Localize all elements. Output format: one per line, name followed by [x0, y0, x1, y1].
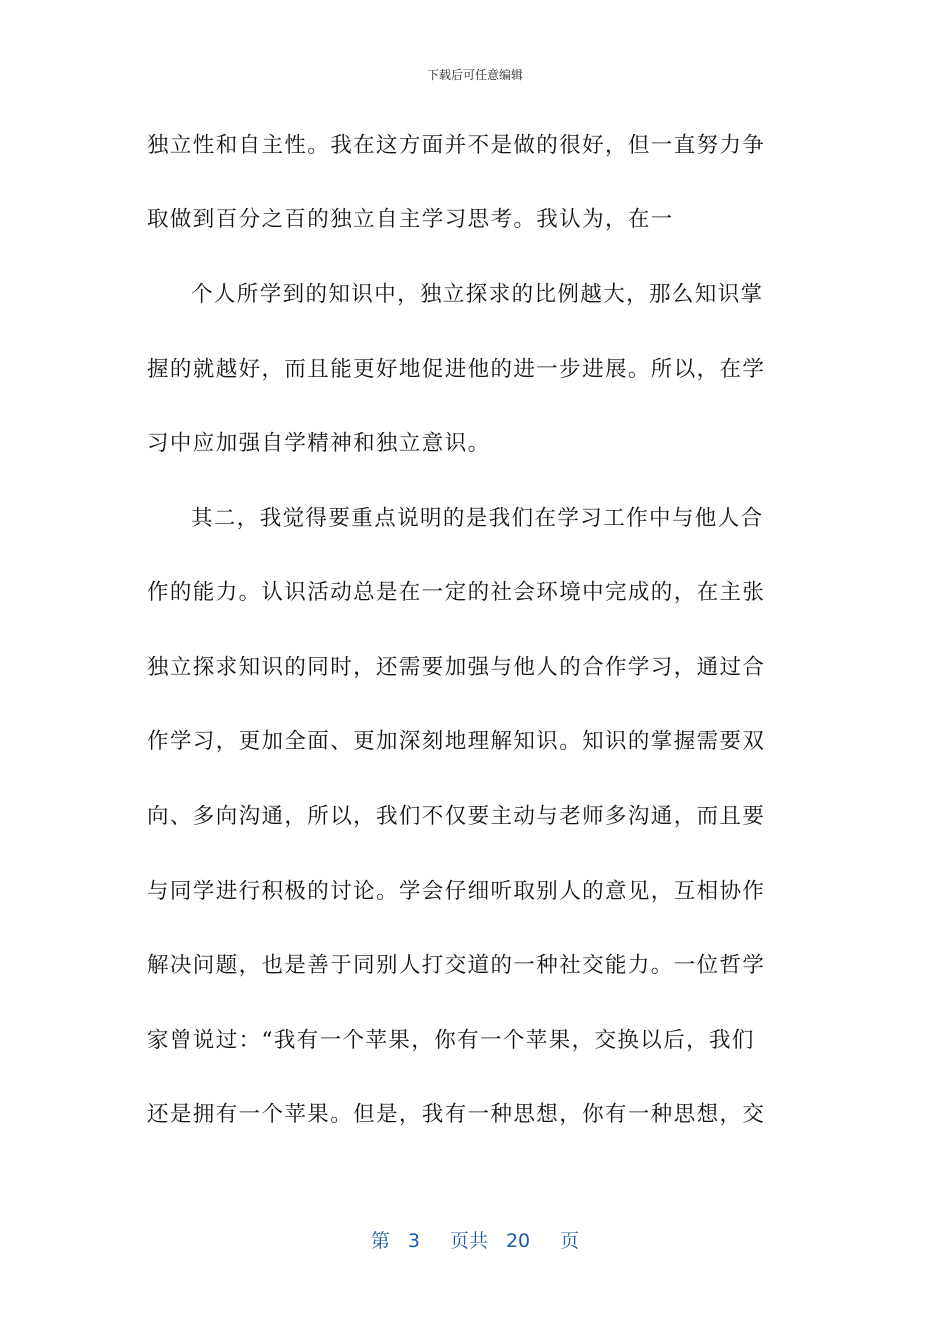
- text-line: 个人所学到的知识中，独立探求的比例越大，那么知识掌: [191, 282, 764, 307]
- page-footer: [0, 1226, 950, 1253]
- text-line: 与同学进行积极的讨论。学会仔细听取别人的意见，互相协作: [147, 879, 766, 904]
- text-line: 作学习，更加全面、更加深刻地理解知识。知识的掌握需要双: [147, 729, 766, 754]
- text-line: 作的能力。认识活动总是在一定的社会环境中完成的，在主张: [147, 580, 766, 605]
- text-line: 取做到百分之百的独立自主学习思考。我认为，在一: [147, 207, 674, 232]
- text-line: 握的就越好，而且能更好地促进他的进一步进展。所以，在学: [147, 357, 766, 382]
- text-line: 还是拥有一个苹果。但是，我有一种思想，你有一种思想，交: [147, 1102, 766, 1127]
- text-line: 其二，我觉得要重点说明的是我们在学习工作中与他人合: [191, 506, 764, 531]
- footer-prefix: 第: [370, 1230, 390, 1252]
- footer-middle: 页共: [449, 1230, 488, 1252]
- total-page-count: 20: [505, 1230, 531, 1252]
- header-note: 下载后可任意编辑: [426, 68, 523, 82]
- text-line: 习中应加强自学精神和独立意识。: [147, 431, 491, 456]
- current-page-number: 3: [407, 1230, 420, 1252]
- text-line: 解决问题，也是善于同别人打交道的一种社交能力。一位哲学: [147, 953, 766, 978]
- text-line: 家曾说过：“我有一个苹果，你有一个苹果，交换以后，我们: [147, 1028, 755, 1053]
- footer-suffix: 页: [560, 1230, 580, 1252]
- text-line: 向、多向沟通，所以，我们不仅要主动与老师多沟通，而且要: [147, 804, 766, 829]
- text-line: 独立探求知识的同时，还需要加强与他人的合作学习，通过合: [147, 655, 766, 680]
- text-line: 独立性和自主性。我在这方面并不是做的很好，但一直努力争: [147, 133, 766, 158]
